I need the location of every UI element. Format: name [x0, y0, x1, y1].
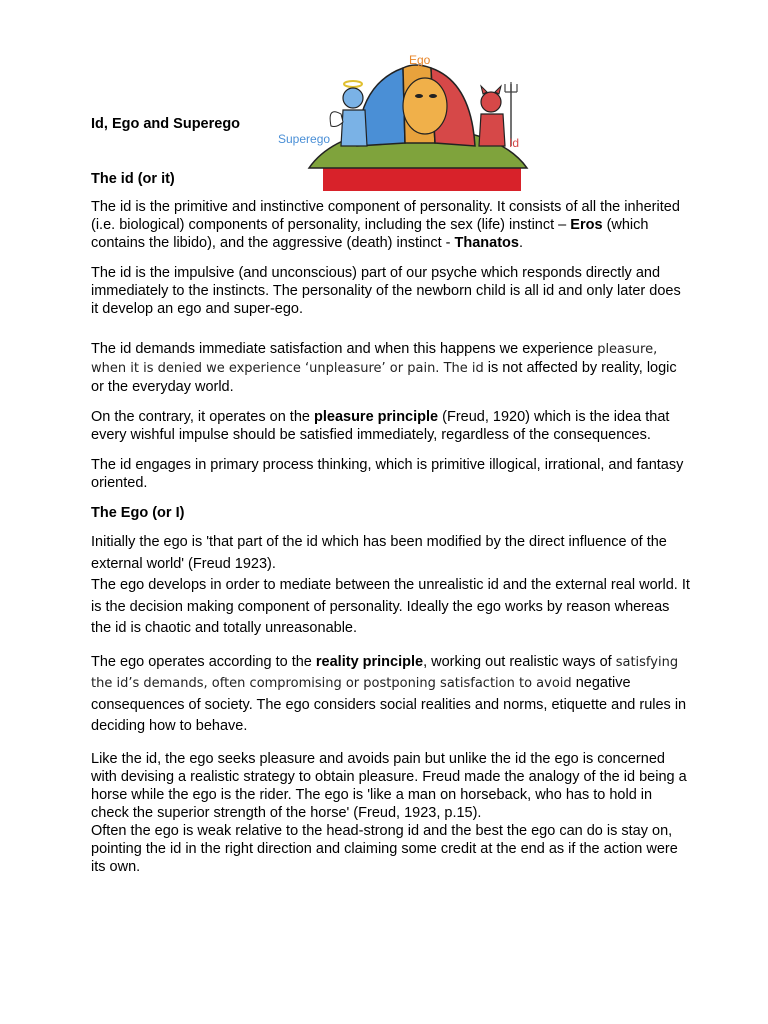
pitchfork-tines — [505, 82, 517, 92]
paragraph-id-satisfaction: The id demands immediate satisfaction and when this happens we experience pleasure, when it is denied we experience ‘unpleasure’ or pain. The id is not affected by reality, logic or the everyday world. — [91, 341, 677, 395]
paragraph-pleasure-principle: On the contrary, it operates on the pleasure principle (Freud, 1920) which is the idea that every wishful impulse should be satisfied immediately, regardless of the consequences. — [91, 409, 670, 443]
ego-eye-left — [415, 94, 423, 98]
heading-id: The id (or it) — [91, 171, 175, 187]
label-id: Id — [509, 136, 520, 150]
paragraph-ego-initial: Initially the ego is 'that part of the id which has been modified by the direct influence of the external world' (Freud 1923). The ego develops in order to mediate between the unrealistic id and the external real world. It is the decision making component of personality. Ideally the ego works by reason whereas the id is chaotic and totally unreasonable. — [91, 534, 690, 636]
angel-wing-icon — [330, 112, 343, 127]
ego-eye-right — [429, 94, 437, 98]
paragraph-id-definition: The id is the primitive and instinctive component of personality. It consists of all the inherited (i.e. biological) components of personality, including the sex (life) instinct – Eros (which contains the libido), and the aggressive (death) instinct - Thanatos. — [91, 199, 680, 251]
angel-head — [343, 88, 363, 108]
label-superego: Superego — [278, 132, 331, 146]
halo-icon — [344, 81, 362, 87]
angel-body — [341, 110, 367, 146]
paragraph-id-impulsive: The id is the impulsive (and unconscious) part of our psyche which responds directly and immediately to the instincts. The personality of the newborn child is all id and only later does it develop an ego and super-ego. — [91, 265, 681, 317]
devil-body — [479, 114, 505, 146]
document-title: Id, Ego and Superego — [91, 116, 241, 132]
paragraph-primary-process: The id engages in primary process thinking, which is primitive illogical, irrational, and fantasy oriented. — [91, 457, 684, 491]
label-ego: Ego — [409, 53, 431, 67]
heading-ego: The Ego (or I) — [91, 505, 185, 521]
paragraph-weak-ego: Often the ego is weak relative to the head-strong id and the best the ego can do is stay on, pointing the id in the right direction and claiming some credit at the end as if the action were its own. — [91, 822, 678, 875]
paragraph-horse-analogy: Like the id, the ego seeks pleasure and avoids pain but unlike the id the ego is concerned with devising a realistic strategy to obtain pleasure. Freud made the analogy of the id being a horse while the ego is the rider. The ego is 'like a man on horseback, who has to hold in check the superior strength of the horse' (Freud, 1923, p.15). — [91, 750, 687, 821]
devil-head — [481, 92, 501, 112]
ego-face — [403, 78, 447, 134]
document-body — [91, 170, 691, 888]
paragraph-reality-principle: The ego operates according to the reality principle, working out realistic ways of satisfying the id’s demands, often compromising or postponing satisfaction to avoid negative consequences of society. The ego considers social realities and norms, etiquette and rules in deciding how to behave. — [91, 653, 687, 734]
